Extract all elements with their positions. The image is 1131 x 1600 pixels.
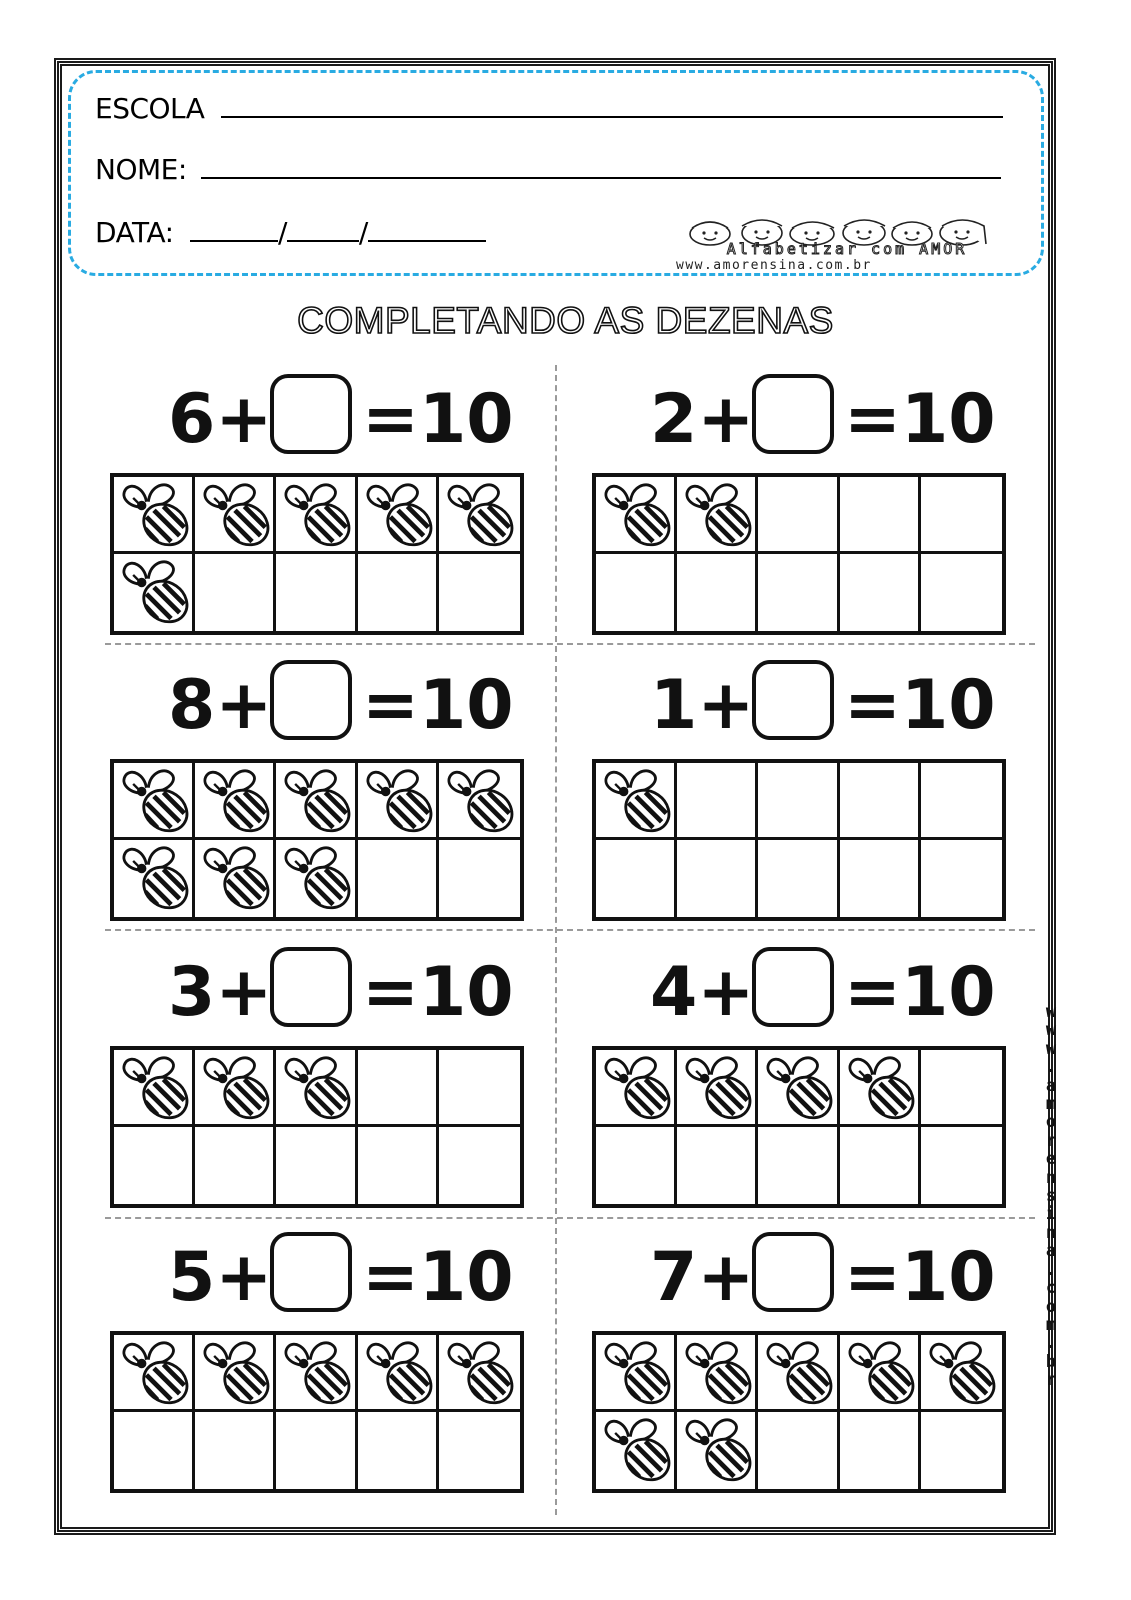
ten-frame-cell xyxy=(677,1050,758,1127)
ten-frame-cell xyxy=(758,840,839,917)
side-url-char: s xyxy=(1045,1186,1057,1207)
bee-icon xyxy=(842,1337,918,1409)
ten-frame-cell xyxy=(596,840,677,917)
ten-frame-cell xyxy=(114,1335,195,1412)
bee-icon xyxy=(116,479,192,551)
equation xyxy=(592,656,1022,751)
ten-frame-cell xyxy=(921,477,1002,554)
ten-frame xyxy=(110,1331,524,1493)
ten-frame xyxy=(592,759,1006,921)
equation xyxy=(110,370,540,465)
bee-icon xyxy=(197,479,273,551)
bee-icon xyxy=(441,1337,517,1409)
bee-icon xyxy=(116,1052,192,1124)
side-url-char: w xyxy=(1045,1020,1057,1041)
bee-icon xyxy=(598,1052,674,1124)
ten-frame-cell xyxy=(677,1412,758,1489)
ten-frame-cell xyxy=(276,1127,357,1204)
equation-result: =10 xyxy=(362,953,514,1032)
equation-addend: 7+ xyxy=(650,1238,755,1317)
ten-frame-cell xyxy=(276,840,357,917)
side-url-char: e xyxy=(1045,1149,1057,1170)
ten-frame-cell xyxy=(358,1127,439,1204)
answer-box[interactable] xyxy=(270,947,352,1027)
equation xyxy=(592,370,1022,465)
bee-icon xyxy=(760,1337,836,1409)
equation xyxy=(110,943,540,1038)
bee-icon xyxy=(197,1337,273,1409)
bee-icon xyxy=(598,1337,674,1409)
bee-icon xyxy=(197,1052,273,1124)
escola-label: ESCOLA xyxy=(95,92,205,125)
side-url xyxy=(1044,1003,1058,1390)
ten-frame-cell xyxy=(596,477,677,554)
bee-icon xyxy=(923,1337,999,1409)
ten-frame-cell xyxy=(195,477,276,554)
ten-frame-cell xyxy=(114,840,195,917)
bee-icon xyxy=(598,479,674,551)
equation-addend: 2+ xyxy=(650,380,755,459)
nome-label: NOME: xyxy=(95,153,187,186)
ten-frame-cell xyxy=(114,1412,195,1489)
data-month-line[interactable] xyxy=(287,214,359,242)
ten-frame-cell xyxy=(677,1335,758,1412)
ten-frame-cell xyxy=(840,1050,921,1127)
ten-frame xyxy=(592,1331,1006,1493)
bee-icon xyxy=(679,1052,755,1124)
ten-frame-cell xyxy=(358,477,439,554)
escola-line[interactable] xyxy=(221,90,1003,118)
data-separator: / xyxy=(277,216,287,249)
answer-box[interactable] xyxy=(752,1232,834,1312)
ten-frame-cell xyxy=(758,1335,839,1412)
ten-frame-cell xyxy=(114,1050,195,1127)
bee-icon xyxy=(598,1414,674,1486)
side-url-char: . xyxy=(1045,1057,1057,1078)
bee-icon xyxy=(278,765,354,837)
problem-card xyxy=(110,656,540,936)
bee-icon xyxy=(679,1414,755,1486)
ten-frame-cell xyxy=(758,1412,839,1489)
ten-frame-cell xyxy=(195,1127,276,1204)
side-url-char: b xyxy=(1045,1351,1057,1372)
answer-box[interactable] xyxy=(270,1232,352,1312)
ten-frame-cell xyxy=(276,1412,357,1489)
equation-addend: 3+ xyxy=(168,953,273,1032)
ten-frame-cell xyxy=(195,840,276,917)
side-url-char: m xyxy=(1045,1094,1057,1115)
ten-frame-cell xyxy=(439,840,520,917)
ten-frame-cell xyxy=(276,1050,357,1127)
side-url-char: w xyxy=(1045,1002,1057,1022)
ten-frame-cell xyxy=(758,477,839,554)
equation-result: =10 xyxy=(844,1238,996,1317)
ten-frame-cell xyxy=(840,1335,921,1412)
bee-icon xyxy=(116,842,192,914)
data-separator: / xyxy=(358,216,368,249)
ten-frame xyxy=(110,1046,524,1208)
ten-frame-cell xyxy=(358,763,439,840)
equation xyxy=(110,1228,540,1323)
ten-frame-cell xyxy=(921,840,1002,917)
side-url-char: n xyxy=(1045,1222,1057,1243)
bee-icon xyxy=(441,765,517,837)
bee-icon xyxy=(197,765,273,837)
ten-frame-cell xyxy=(921,1127,1002,1204)
ten-frame-cell xyxy=(195,763,276,840)
ten-frame-cell xyxy=(439,763,520,840)
bee-icon xyxy=(116,765,192,837)
ten-frame-cell xyxy=(114,1127,195,1204)
ten-frame-cell xyxy=(596,1335,677,1412)
answer-box[interactable] xyxy=(752,374,834,454)
ten-frame-cell xyxy=(439,554,520,631)
equation xyxy=(110,656,540,751)
logo-url: www.amorensina.com.br xyxy=(676,258,872,273)
ten-frame-cell xyxy=(358,554,439,631)
ten-frame-cell xyxy=(439,1050,520,1127)
bee-icon xyxy=(679,1337,755,1409)
equation xyxy=(592,943,1022,1038)
side-url-char: n xyxy=(1045,1167,1057,1188)
bee-icon xyxy=(278,479,354,551)
side-url-char: . xyxy=(1045,1259,1057,1280)
answer-box[interactable] xyxy=(270,374,352,454)
side-url-char: w xyxy=(1045,1038,1057,1059)
ten-frame-cell xyxy=(358,840,439,917)
ten-frame-cell xyxy=(677,763,758,840)
equation-addend: 1+ xyxy=(650,666,755,745)
data-day-line[interactable] xyxy=(190,214,278,242)
ten-frame-cell xyxy=(596,554,677,631)
problem-card xyxy=(592,943,1022,1223)
bee-icon xyxy=(441,479,517,551)
page-title: COMPLETANDO AS DEZENAS xyxy=(297,300,834,341)
side-url-char: o xyxy=(1045,1112,1057,1133)
ten-frame-cell xyxy=(358,1335,439,1412)
ten-frame-cell xyxy=(840,554,921,631)
bee-icon xyxy=(197,842,273,914)
equation-result: =10 xyxy=(362,1238,514,1317)
ten-frame-cell xyxy=(276,554,357,631)
answer-box[interactable] xyxy=(270,660,352,740)
ten-frame-cell xyxy=(114,477,195,554)
nome-field[interactable] xyxy=(95,151,1001,186)
ten-frame-cell xyxy=(596,1127,677,1204)
equation-addend: 6+ xyxy=(168,380,273,459)
bee-icon xyxy=(278,842,354,914)
data-field[interactable] xyxy=(95,214,486,249)
side-url-char: r xyxy=(1045,1130,1057,1151)
bee-icon xyxy=(360,1337,436,1409)
divider-vertical xyxy=(555,365,557,1515)
data-year-line[interactable] xyxy=(368,214,486,242)
ten-frame-cell xyxy=(758,763,839,840)
ten-frame-cell xyxy=(840,1412,921,1489)
ten-frame-cell xyxy=(439,1127,520,1204)
bee-icon xyxy=(360,765,436,837)
side-url-char: c xyxy=(1045,1278,1057,1299)
ten-frame-cell xyxy=(195,1412,276,1489)
side-url-char: m xyxy=(1045,1314,1057,1335)
ten-frame-cell xyxy=(596,1050,677,1127)
ten-frame-cell xyxy=(677,477,758,554)
ten-frame-cell xyxy=(195,1050,276,1127)
ten-frame-cell xyxy=(921,763,1002,840)
problem-card xyxy=(110,370,540,650)
ten-frame xyxy=(110,759,524,921)
logo xyxy=(672,218,1022,280)
ten-frame-cell xyxy=(114,763,195,840)
side-url-char: i xyxy=(1045,1204,1057,1225)
equation-addend: 4+ xyxy=(650,953,755,1032)
equation-result: =10 xyxy=(362,666,514,745)
ten-frame-cell xyxy=(596,763,677,840)
problem-card xyxy=(110,1228,540,1508)
ten-frame-cell xyxy=(758,1127,839,1204)
bee-icon xyxy=(760,1052,836,1124)
answer-box[interactable] xyxy=(752,660,834,740)
ten-frame xyxy=(592,1046,1006,1208)
side-url-char: r xyxy=(1045,1370,1057,1391)
side-url-char: a xyxy=(1045,1241,1057,1262)
equation-result: =10 xyxy=(844,666,996,745)
ten-frame-cell xyxy=(439,1412,520,1489)
problem-card xyxy=(110,943,540,1223)
bee-icon xyxy=(360,479,436,551)
ten-frame-cell xyxy=(921,1335,1002,1412)
ten-frame-cell xyxy=(276,477,357,554)
ten-frame-cell xyxy=(921,554,1002,631)
ten-frame-cell xyxy=(677,554,758,631)
ten-frame-cell xyxy=(758,1050,839,1127)
ten-frame-cell xyxy=(114,554,195,631)
problem-card xyxy=(592,656,1022,936)
ten-frame-cell xyxy=(276,1335,357,1412)
side-url-char: a xyxy=(1045,1075,1057,1096)
bee-icon xyxy=(679,479,755,551)
equation-result: =10 xyxy=(362,380,514,459)
ten-frame-cell xyxy=(840,1127,921,1204)
equation xyxy=(592,1228,1022,1323)
bee-icon xyxy=(278,1052,354,1124)
side-url-char: . xyxy=(1045,1333,1057,1354)
escola-field[interactable] xyxy=(95,90,1003,125)
logo-text: Alfabetizar com AMOR xyxy=(726,240,968,258)
problem-card xyxy=(592,370,1022,650)
equation-addend: 5+ xyxy=(168,1238,273,1317)
ten-frame-cell xyxy=(921,1412,1002,1489)
ten-frame xyxy=(110,473,524,635)
equation-result: =10 xyxy=(844,380,996,459)
ten-frame-cell xyxy=(840,477,921,554)
answer-box[interactable] xyxy=(752,947,834,1027)
ten-frame-cell xyxy=(195,554,276,631)
bee-icon xyxy=(116,1337,192,1409)
ten-frame-cell xyxy=(276,763,357,840)
ten-frame-cell xyxy=(677,840,758,917)
bee-icon xyxy=(116,556,192,628)
ten-frame-cell xyxy=(358,1050,439,1127)
ten-frame-cell xyxy=(195,1335,276,1412)
equation-result: =10 xyxy=(844,953,996,1032)
ten-frame-cell xyxy=(758,554,839,631)
equation-addend: 8+ xyxy=(168,666,273,745)
ten-frame-cell xyxy=(921,1050,1002,1127)
bee-icon xyxy=(842,1052,918,1124)
nome-line[interactable] xyxy=(201,151,1001,179)
ten-frame-cell xyxy=(677,1127,758,1204)
ten-frame-cell xyxy=(840,840,921,917)
ten-frame-cell xyxy=(439,477,520,554)
ten-frame xyxy=(592,473,1006,635)
data-label: DATA: xyxy=(95,216,174,249)
ten-frame-cell xyxy=(596,1412,677,1489)
ten-frame-cell xyxy=(358,1412,439,1489)
problem-card xyxy=(592,1228,1022,1508)
side-url-char: o xyxy=(1045,1296,1057,1317)
ten-frame-cell xyxy=(439,1335,520,1412)
ten-frame-cell xyxy=(840,763,921,840)
bee-icon xyxy=(598,765,674,837)
bee-icon xyxy=(278,1337,354,1409)
